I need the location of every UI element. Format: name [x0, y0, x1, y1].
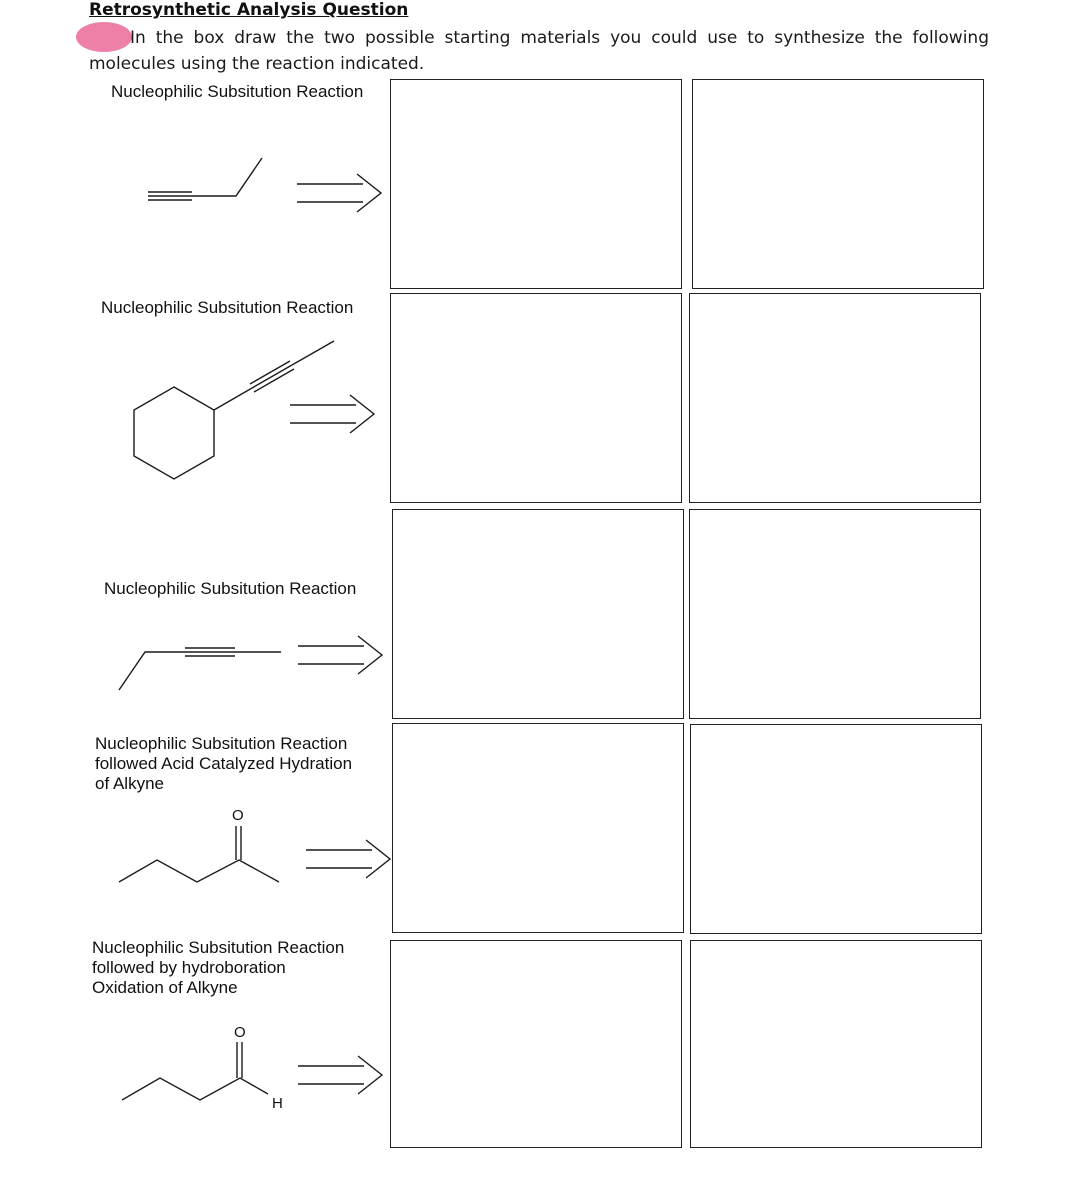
- answer-box-3a[interactable]: [392, 509, 684, 719]
- answer-box-4b[interactable]: [690, 724, 982, 934]
- retrosynthesis-arrow-icon: [296, 634, 386, 678]
- oxygen-label: O: [234, 1024, 246, 1041]
- problem-3-molecule: [115, 636, 295, 696]
- hydrogen-label: H: [272, 1095, 283, 1112]
- instructions: In the box draw the two possible starting materials you could use to synthesize the following molecules using the reaction indicated.: [89, 28, 989, 74]
- page-title: Retrosynthetic Analysis Question: [89, 0, 409, 20]
- answer-box-1a[interactable]: [390, 79, 682, 289]
- answer-box-2a[interactable]: [390, 293, 682, 503]
- retrosynthesis-arrow-icon: [304, 838, 394, 882]
- retrosynthesis-arrow-icon: [295, 172, 385, 216]
- answer-box-5b[interactable]: [690, 940, 982, 1148]
- retrosynthesis-arrow-icon: [296, 1054, 386, 1098]
- answer-box-2b[interactable]: [689, 293, 981, 503]
- answer-box-4a[interactable]: [392, 723, 684, 933]
- answer-box-3b[interactable]: [689, 509, 981, 719]
- problem-1-label: Nucleophilic Subsitution Reaction: [111, 82, 364, 101]
- problem-2-label: Nucleophilic Subsitution Reaction: [101, 298, 354, 317]
- problem-4-label: Nucleophilic Subsitution Reaction followed Acid Catalyzed Hydration of Alkyne: [95, 734, 353, 793]
- answer-box-1b[interactable]: [692, 79, 984, 289]
- problem-5-label: Nucleophilic Subsitution Reaction followed by hydroboration Oxidation of Alkyne: [92, 938, 345, 997]
- answer-box-5a[interactable]: [390, 940, 682, 1148]
- problem-3-label: Nucleophilic Subsitution Reaction: [104, 579, 357, 598]
- oxygen-label: O: [232, 807, 244, 824]
- retrosynthesis-arrow-icon: [288, 393, 378, 437]
- problem-5-molecule: [118, 1018, 298, 1118]
- problem-4-molecule: [115, 800, 295, 890]
